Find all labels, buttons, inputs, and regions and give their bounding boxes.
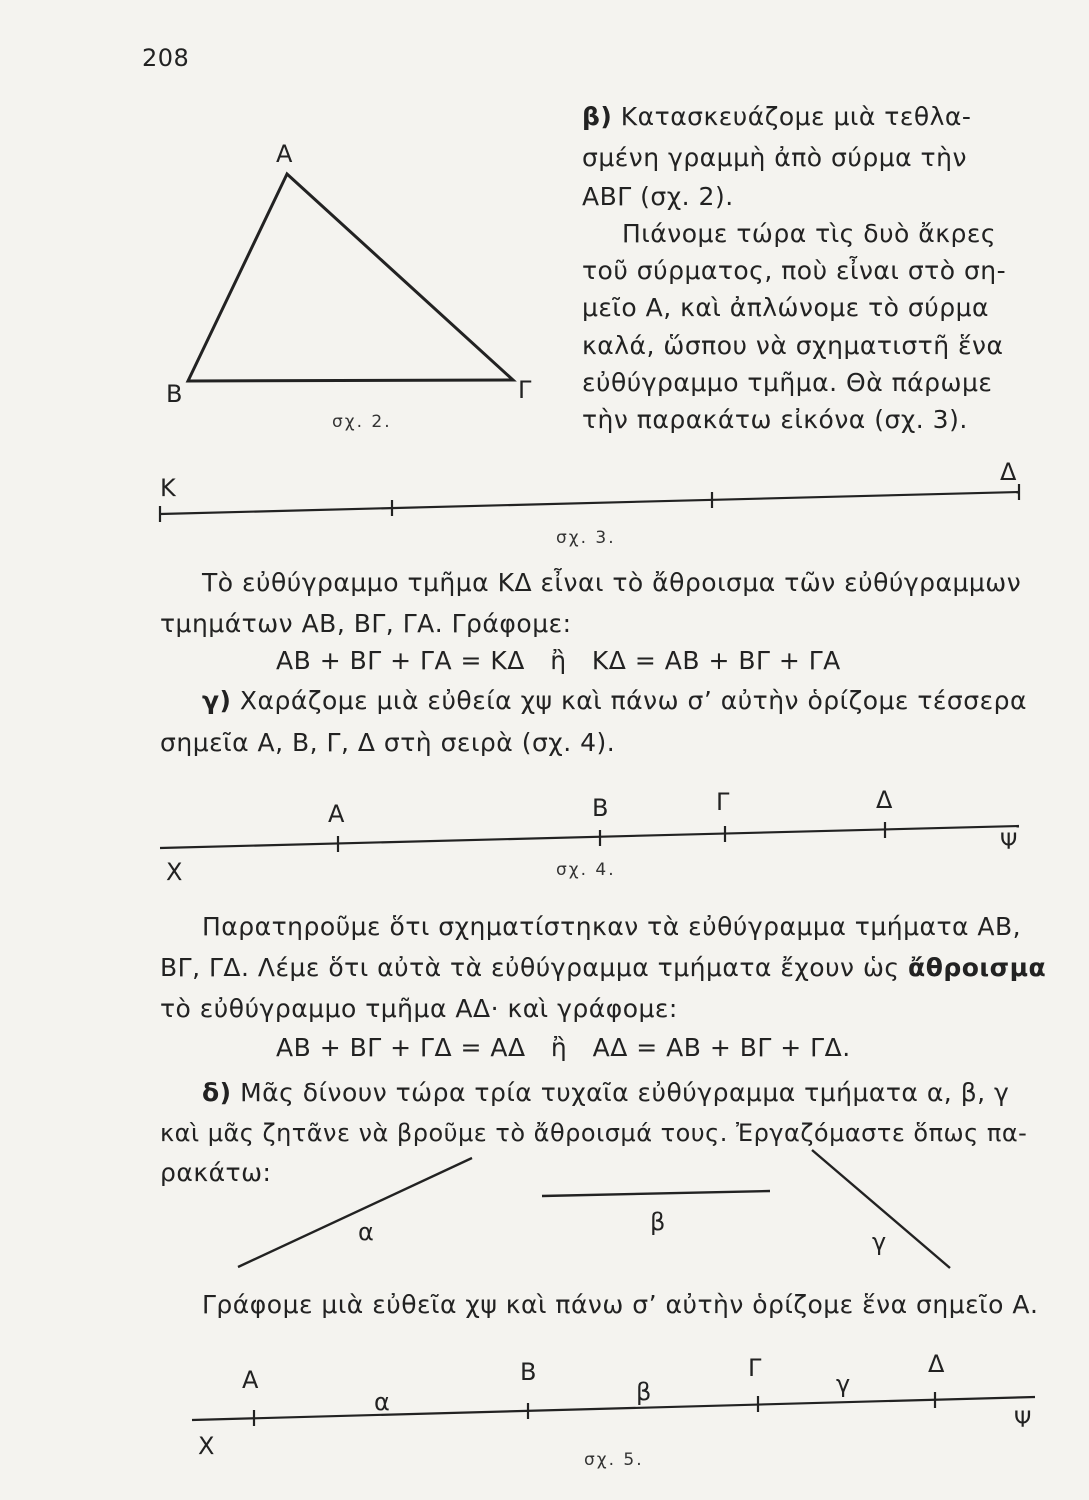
para-ad-line-3: τὸ εὐθύγραμμο τμῆμα ΑΔ· καὶ γράφομε: bbox=[160, 994, 678, 1023]
segment-label-beta: β bbox=[650, 1208, 666, 1236]
fig5-label-x: Χ bbox=[198, 1432, 215, 1460]
para-kd-line-1: Τὸ εὐθύγραμμο τμῆμα ΚΔ εἶναι τὸ ἄθροισμα τῶν εὐθύγραμμων bbox=[202, 568, 1022, 597]
fig5-label-a: Α bbox=[242, 1366, 259, 1394]
fig4-label-psi: Ψ bbox=[1000, 830, 1018, 855]
fig2-label-g: Γ bbox=[518, 376, 532, 404]
section-b-line-5: τοῦ σύρματος, ποὺ εἶναι στὸ ση- bbox=[582, 256, 1007, 285]
section-b-line-1 bbox=[582, 102, 971, 131]
para-kd-line-2: τμημάτων ΑΒ, ΒΓ, ΓΑ. Γράφομε: bbox=[160, 609, 572, 638]
fig2-triangle bbox=[188, 174, 513, 381]
segment-label-alpha: α bbox=[358, 1218, 374, 1246]
section-g-line-2: σημεῖα Α, Β, Γ, Δ στὴ σειρὰ (σχ. 4). bbox=[160, 728, 616, 757]
para-ad-line-2 bbox=[160, 953, 1046, 982]
line-draw-sentence: Γράφομε μιὰ εὐθεῖα χψ καὶ πάνω σ’ αὐτὴν ὁρίζομε ἕνα σημεῖο Α. bbox=[202, 1290, 1039, 1319]
section-d-marker: δ) bbox=[202, 1078, 232, 1107]
segment-alpha bbox=[238, 1158, 472, 1267]
section-b-marker: β) bbox=[582, 102, 613, 131]
fig2-caption: σχ. 2. bbox=[332, 412, 392, 432]
fig5-label-b: Β bbox=[520, 1358, 537, 1386]
section-b-line-4: Πιάνομε τώρα τὶς δυὸ ἄκρες bbox=[622, 219, 997, 248]
fig5-caption: σχ. 5. bbox=[584, 1450, 644, 1470]
fig5-label-gamma: γ bbox=[836, 1370, 851, 1398]
fig3-label-d: Δ bbox=[1000, 458, 1017, 486]
section-b-line-3: ΑΒΓ (σχ. 2). bbox=[582, 182, 734, 211]
fig4-label-g: Γ bbox=[716, 788, 730, 816]
fig5-label-g: Γ bbox=[748, 1354, 762, 1382]
fig4-line bbox=[160, 822, 1019, 852]
para-ad-line-1: Παρατηροῦμε ὅτι σχηματίστηκαν τὰ εὐθύγραμμα τμήματα ΑΒ, bbox=[202, 912, 1022, 941]
fig5-label-alpha: α bbox=[374, 1388, 390, 1416]
section-g-marker: γ) bbox=[202, 686, 232, 715]
fig2-label-a: Α bbox=[276, 140, 293, 168]
segment-beta bbox=[542, 1191, 770, 1196]
fig4-label-a: Α bbox=[328, 800, 345, 828]
section-g-line-1 bbox=[202, 686, 1027, 715]
fig5-label-psi: Ψ bbox=[1014, 1408, 1032, 1433]
fig4-label-b: Β bbox=[592, 794, 609, 822]
fig2-label-b: Β bbox=[166, 380, 183, 408]
section-d-line-2: καὶ μᾶς ζητᾶνε νὰ βροῦμε τὸ ἄθροισμά τους. Ἐργαζόμαστε ὅπως πα- bbox=[160, 1119, 1028, 1147]
section-b-line-8: εὐθύγραμμο τμῆμα. Θὰ πάρωμε bbox=[582, 368, 993, 397]
section-d-line-1 bbox=[202, 1078, 1009, 1107]
section-b-line-2: σμένη γραμμὴ ἀπὸ σύρμα τὴν bbox=[582, 143, 967, 172]
segment-label-gamma: γ bbox=[872, 1228, 887, 1256]
para-ad-formula: ΑΒ + ΒΓ + ΓΔ = ΑΔ ἢ ΑΔ = ΑΒ + ΒΓ + ΓΔ. bbox=[276, 1033, 851, 1062]
section-d-line-1-text: Μᾶς δίνουν τώρα τρία τυχαῖα εὐθύγραμμα τμήματα α, β, γ bbox=[240, 1078, 1010, 1107]
section-b-line-1-text: Κατασκευάζομε μιὰ τεθλα- bbox=[620, 102, 972, 131]
para-ad-line-2-text: ΒΓ, ΓΔ. Λέμε ὅτι αὐτὰ τὰ εὐθύγραμμα τμήματα ἔχουν ὡς bbox=[160, 953, 900, 982]
term-sum-bold: ἄθροισμα bbox=[908, 953, 1047, 982]
fig3-label-k: Κ bbox=[160, 474, 176, 502]
section-b-line-9: τὴν παρακάτω εἰκόνα (σχ. 3). bbox=[582, 405, 968, 434]
fig3-caption: σχ. 3. bbox=[556, 528, 616, 548]
section-g-line-1-text: Χαράζομε μιὰ εὐθεία χψ καὶ πάνω σ’ αὐτὴν ὁρίζομε τέσσερα bbox=[239, 686, 1027, 715]
fig5-label-d: Δ bbox=[928, 1350, 945, 1378]
fig4-caption: σχ. 4. bbox=[556, 860, 616, 880]
section-b-line-6: μεῖο Α, καὶ ἀπλώνομε τὸ σύρμα bbox=[582, 293, 989, 322]
section-d-line-3: ρακάτω: bbox=[160, 1158, 272, 1187]
fig5-line bbox=[192, 1392, 1035, 1426]
page-number: 208 bbox=[142, 44, 190, 72]
section-b-line-7: καλά, ὥσπου νὰ σχηματιστῆ ἕνα bbox=[582, 331, 1004, 360]
fig5-label-beta: β bbox=[636, 1378, 652, 1406]
fig4-label-d: Δ bbox=[876, 786, 893, 814]
fig3-segment-line bbox=[160, 484, 1019, 522]
para-kd-formula: ΑΒ + ΒΓ + ΓΑ = ΚΔ ἢ ΚΔ = ΑΒ + ΒΓ + ΓΑ bbox=[276, 646, 841, 675]
fig4-label-x: Χ bbox=[166, 858, 183, 886]
